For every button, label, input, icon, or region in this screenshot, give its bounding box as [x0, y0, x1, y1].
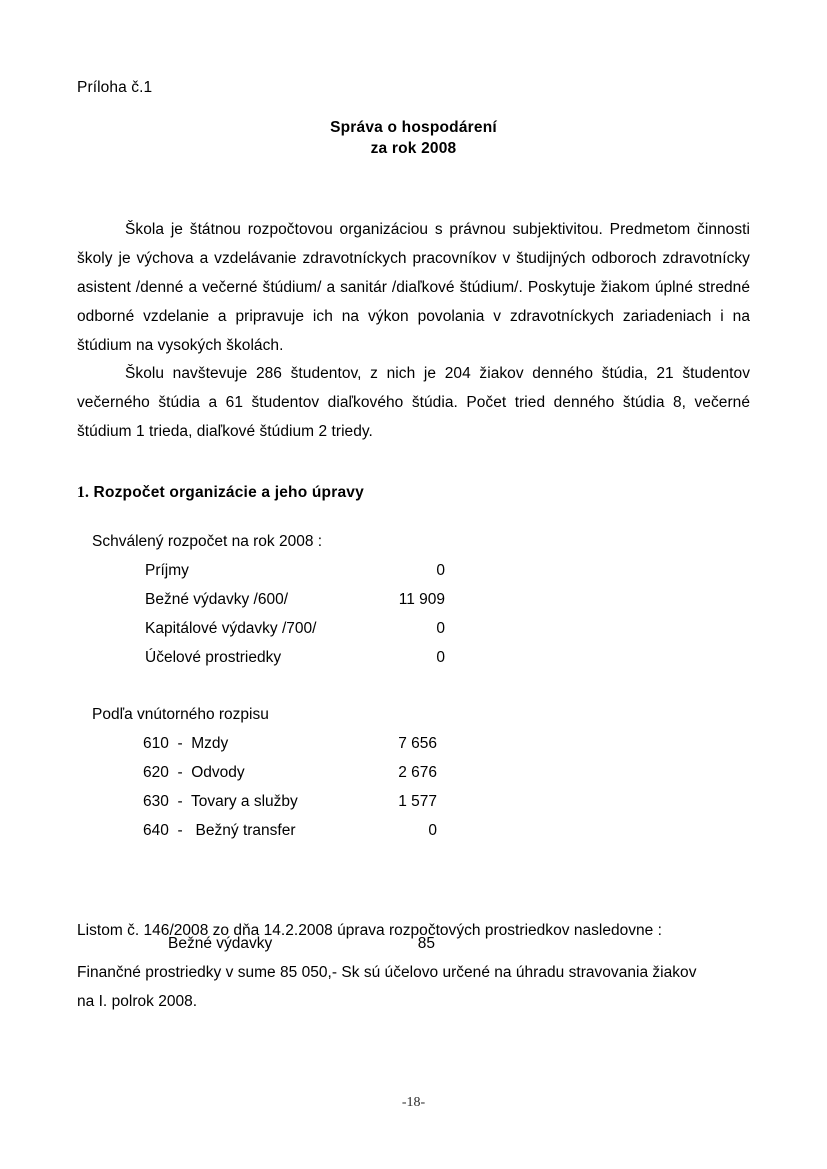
table-row [168, 929, 435, 958]
section-1-heading [77, 482, 750, 504]
row-value: 1 577 [398, 793, 437, 810]
adjustment-rows [168, 929, 435, 958]
row-label: 610 - Mzdy [143, 735, 229, 752]
closing-paragraph-line-1: Finančné prostriedky v sume 85 050,- Sk sú účelovo určené na úhradu stravovania žiakov [77, 964, 697, 981]
row-value: 0 [436, 649, 445, 666]
row-label: Bežné výdavky /600/ [145, 591, 289, 608]
row-value: 7 656 [398, 735, 437, 752]
closing-paragraph [77, 958, 750, 1016]
document-title [77, 117, 750, 159]
row-label: Bežné výdavky [168, 935, 273, 952]
row-label: Účelové prostriedky [145, 649, 282, 666]
table-row [143, 787, 437, 816]
document-title-line-2: za rok 2008 [370, 140, 457, 157]
internal-breakdown-title: Podľa vnútorného rozpisu [92, 706, 269, 723]
row-label: 620 - Odvody [143, 764, 245, 781]
row-value: 11 909 [398, 591, 445, 608]
students-paragraph-text: Školu navštevuje 286 študentov, z nich je 204 žiakov denného štúdia, 21 študentov večerného štúdia a 61 študentov diaľkového štúdia. Počet tried denného štúdia 8, večerné štúdium 1 trieda, diaľkové štúdium 2 triedy. [77, 364, 750, 440]
row-label: Kapitálové výdavky /700/ [145, 620, 317, 637]
table-row [145, 556, 445, 585]
table-row [145, 643, 445, 672]
approved-budget-title: Schválený rozpočet na rok 2008 : [92, 533, 323, 550]
row-label: 640 - Bežný transfer [143, 822, 296, 839]
table-row [145, 585, 445, 614]
table-row [143, 729, 437, 758]
row-value: 0 [436, 620, 445, 637]
row-value: 85 [417, 935, 435, 952]
row-value: 0 [436, 562, 445, 579]
table-row [145, 614, 445, 643]
row-value: 2 676 [398, 764, 437, 781]
table-row [143, 816, 437, 845]
row-label: Príjmy [145, 562, 189, 579]
closing-paragraph-line-2: na I. polrok 2008. [77, 993, 198, 1010]
students-paragraph [77, 359, 750, 446]
approved-budget-rows [145, 556, 445, 672]
intro-paragraph-text: Škola je štátnou rozpočtovou organizáciou s právnou subjektivitou. Predmetom činnosti školy je výchova a vzdelávanie zdravotníckych pracovníkov v študijných odboroch zdravotnícky asistent /denné a večerné štúdium/ a sanitár /diaľkové štúdium/. Poskytuje žiakom úplné stredné odborné vzdelanie a pripravuje ich na výkon povolania v zdravotníckych zariadeniach i na štúdium na vysokých školách. [77, 220, 750, 354]
internal-breakdown-rows [143, 729, 437, 845]
appendix-label: Príloha č.1 [77, 79, 153, 96]
table-row [143, 758, 437, 787]
row-label: 630 - Tovary a služby [143, 793, 298, 810]
row-value: 0 [428, 822, 437, 839]
letter-intro-paragraph: Listom č. 146/2008 zo dňa 14.2.2008 úprava rozpočtových prostriedkov nasledovne : [77, 921, 662, 939]
intro-paragraph [77, 215, 750, 360]
document-title-line-1: Správa o hospodárení [330, 119, 497, 136]
section-1-number: 1. [77, 483, 90, 501]
section-1-heading-text: Rozpočet organizácie a jeho úpravy [93, 483, 364, 501]
page-number: -18- [401, 1095, 426, 1110]
